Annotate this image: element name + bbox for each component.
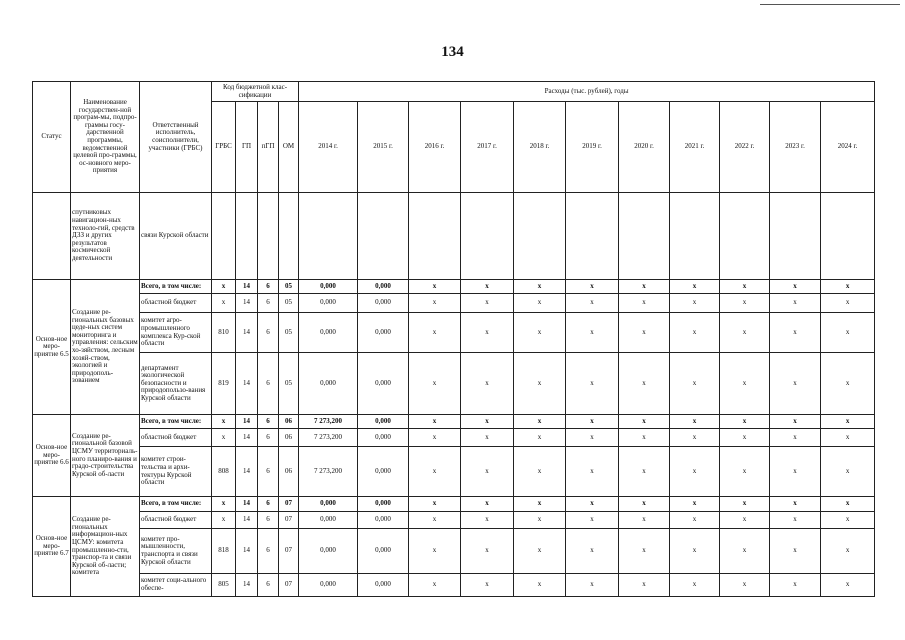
cell-pgp: 6 bbox=[258, 447, 279, 497]
cell-y2015: 0,000 bbox=[358, 280, 409, 294]
measure-name-cell: Создание ре-гиональных информацион-ных ЦСМУ: комитета промышленно-сти, транспор-та и связи Курской об-ласти; комитета bbox=[71, 497, 140, 597]
cell-year-10: x bbox=[821, 415, 875, 429]
cell-year-4: x bbox=[514, 280, 566, 294]
table-row bbox=[33, 497, 875, 512]
cell-pgp: 6 bbox=[258, 497, 279, 512]
cell-y2014: 0,000 bbox=[299, 497, 358, 512]
cell-year-4: x bbox=[514, 313, 566, 353]
executor-cell: областной бюджет bbox=[140, 429, 212, 447]
page-number: 134 bbox=[441, 44, 464, 60]
cell-year-9: x bbox=[770, 529, 821, 574]
cell-gp: 14 bbox=[236, 415, 258, 429]
cell-year-2: x bbox=[409, 294, 461, 313]
cell-year-6: x bbox=[619, 529, 670, 574]
measure-name-cell: Создание ре-гиональной базовой ЦСМУ территориаль-ного планиро-вания и градо-строительства Курской об-ласти bbox=[71, 415, 140, 497]
cell-year-9: x bbox=[770, 574, 821, 597]
cell-year-9: x bbox=[770, 429, 821, 447]
cell-year-8: x bbox=[720, 280, 770, 294]
cell-gp: 14 bbox=[236, 353, 258, 415]
table-row bbox=[33, 574, 875, 597]
executor-cell: Всего, в том числе: bbox=[140, 497, 212, 512]
table-row bbox=[33, 313, 875, 353]
table-row bbox=[33, 294, 875, 313]
cell-year-8: x bbox=[720, 294, 770, 313]
table-row bbox=[33, 415, 875, 429]
cell-year-4: x bbox=[514, 574, 566, 597]
header-code-2: пГП bbox=[258, 102, 279, 193]
cell-year-5: x bbox=[566, 497, 619, 512]
executor-cell: комитет строи-тельства и архи-тектуры Курской области bbox=[140, 447, 212, 497]
header-year-3: 2017 г. bbox=[461, 102, 514, 193]
cell-grbs: x bbox=[212, 497, 236, 512]
cell-y2015: 0,000 bbox=[358, 574, 409, 597]
header-status: Статус bbox=[33, 82, 71, 193]
table-body bbox=[33, 193, 875, 597]
cell-om: 07 bbox=[279, 512, 299, 529]
cell-year-10: x bbox=[821, 294, 875, 313]
cell-grbs: 805 bbox=[212, 574, 236, 597]
cell-year-2: x bbox=[409, 574, 461, 597]
cell-pgp: 6 bbox=[258, 294, 279, 313]
cell-om: 05 bbox=[279, 294, 299, 313]
cell-year-8: x bbox=[720, 574, 770, 597]
cell-year-9: x bbox=[770, 415, 821, 429]
cell-year-5: x bbox=[566, 512, 619, 529]
cell-pgp: 6 bbox=[258, 429, 279, 447]
cell-year-2: x bbox=[409, 512, 461, 529]
cell-grbs: 818 bbox=[212, 529, 236, 574]
cell-year-3: x bbox=[461, 313, 514, 353]
cell-pgp: 6 bbox=[258, 512, 279, 529]
cell-y2014: 0,000 bbox=[299, 294, 358, 313]
cell-year-2: x bbox=[409, 497, 461, 512]
cell-grbs: x bbox=[212, 294, 236, 313]
cell-om: 06 bbox=[279, 429, 299, 447]
header-year-4: 2018 г. bbox=[514, 102, 566, 193]
cell-gp: 14 bbox=[236, 512, 258, 529]
cell-year-6: x bbox=[619, 415, 670, 429]
header-year-9: 2023 г. bbox=[770, 102, 821, 193]
table-row bbox=[33, 512, 875, 529]
cell-y2015: 0,000 bbox=[358, 497, 409, 512]
cell-year-4: x bbox=[514, 447, 566, 497]
cell-year-7: x bbox=[670, 574, 720, 597]
cell-y2014: 0,000 bbox=[299, 512, 358, 529]
cell-year-3: x bbox=[461, 497, 514, 512]
cell-year-9: x bbox=[770, 512, 821, 529]
cell-year-2: x bbox=[409, 429, 461, 447]
cell-om: 06 bbox=[279, 415, 299, 429]
cell-year-4: x bbox=[514, 294, 566, 313]
cell-grbs: 810 bbox=[212, 313, 236, 353]
cell-pgp: 6 bbox=[258, 574, 279, 597]
header-year-2: 2016 г. bbox=[409, 102, 461, 193]
header-code-group: Код бюджетной клас-сификации bbox=[212, 82, 299, 102]
cell-year-10: x bbox=[821, 529, 875, 574]
cell-year-3: x bbox=[461, 574, 514, 597]
cell-year-6: x bbox=[619, 280, 670, 294]
cell-year-2: x bbox=[409, 280, 461, 294]
executor-cell: Всего, в том числе: bbox=[140, 415, 212, 429]
cell-y2014: 0,000 bbox=[299, 529, 358, 574]
executor-cell: областной бюджет bbox=[140, 294, 212, 313]
cell-year-3: x bbox=[461, 447, 514, 497]
cell-om: 05 bbox=[279, 313, 299, 353]
cell-year-9: x bbox=[770, 280, 821, 294]
cell-year-9: x bbox=[770, 353, 821, 415]
cell-y2015: 0,000 bbox=[358, 313, 409, 353]
cell-year-8: x bbox=[720, 353, 770, 415]
cell-year-5: x bbox=[566, 447, 619, 497]
cell-year-2: x bbox=[409, 415, 461, 429]
cell-pgp: 6 bbox=[258, 313, 279, 353]
cell-year-10: x bbox=[821, 447, 875, 497]
cell-year-8: x bbox=[720, 429, 770, 447]
status-cell: Основ-ное меро-приятие 6.7 bbox=[33, 497, 71, 597]
header-code-1: ГП bbox=[236, 102, 258, 193]
cell-year-5: x bbox=[566, 529, 619, 574]
cell-year-5: x bbox=[566, 415, 619, 429]
cell-year-5: x bbox=[566, 294, 619, 313]
continuation-executor: связи Курской области bbox=[140, 193, 212, 280]
cell-year-4: x bbox=[514, 497, 566, 512]
cell-year-8: x bbox=[720, 512, 770, 529]
cell-gp: 14 bbox=[236, 429, 258, 447]
cell-pgp: 6 bbox=[258, 353, 279, 415]
cell-year-3: x bbox=[461, 280, 514, 294]
cell-year-4: x bbox=[514, 429, 566, 447]
header-name: Наименование государствен-ной програм-мы, подпро-граммы госу-дарственной программы, ведомственной целевой про-граммы, ос-новного меро-приятия bbox=[71, 82, 140, 193]
cell-gp: 14 bbox=[236, 280, 258, 294]
cell-year-8: x bbox=[720, 529, 770, 574]
cell-grbs: x bbox=[212, 512, 236, 529]
cell-om: 07 bbox=[279, 529, 299, 574]
cell-year-8: x bbox=[720, 313, 770, 353]
measure-name-cell: Создание ре-гиональных базовых цеде-ных систем мониторинга и управления: сельским хо-зяйством, лесным хозяй-ством, экологией и природополь-зованием bbox=[71, 280, 140, 415]
cell-year-3: x bbox=[461, 429, 514, 447]
cell-grbs: x bbox=[212, 415, 236, 429]
header-year-8: 2022 г. bbox=[720, 102, 770, 193]
cell-year-9: x bbox=[770, 497, 821, 512]
cell-year-4: x bbox=[514, 353, 566, 415]
cell-pgp: 6 bbox=[258, 529, 279, 574]
cell-gp: 14 bbox=[236, 497, 258, 512]
cell-year-3: x bbox=[461, 415, 514, 429]
executor-cell: Всего, в том числе: bbox=[140, 280, 212, 294]
header-year-1: 2015 г. bbox=[358, 102, 409, 193]
header-year-7: 2021 г. bbox=[670, 102, 720, 193]
cell-y2015: 0,000 bbox=[358, 529, 409, 574]
cell-year-4: x bbox=[514, 512, 566, 529]
header-code-3: ОМ bbox=[279, 102, 299, 193]
cell-grbs: 819 bbox=[212, 353, 236, 415]
cell-gp: 14 bbox=[236, 574, 258, 597]
cell-year-7: x bbox=[670, 512, 720, 529]
cell-year-7: x bbox=[670, 353, 720, 415]
cell-gp: 14 bbox=[236, 529, 258, 574]
cell-y2014: 7 273,200 bbox=[299, 415, 358, 429]
cell-year-7: x bbox=[670, 497, 720, 512]
header-year-10: 2024 г. bbox=[821, 102, 875, 193]
continuation-row bbox=[33, 193, 875, 280]
table-row bbox=[33, 529, 875, 574]
cell-grbs: 808 bbox=[212, 447, 236, 497]
cell-y2014: 7 273,200 bbox=[299, 447, 358, 497]
cell-year-7: x bbox=[670, 447, 720, 497]
cell-year-9: x bbox=[770, 447, 821, 497]
cell-om: 07 bbox=[279, 574, 299, 597]
top-rule bbox=[760, 4, 900, 5]
cell-year-3: x bbox=[461, 512, 514, 529]
cell-year-9: x bbox=[770, 294, 821, 313]
cell-y2015: 0,000 bbox=[358, 447, 409, 497]
cell-year-4: x bbox=[514, 529, 566, 574]
cell-year-7: x bbox=[670, 429, 720, 447]
cell-year-5: x bbox=[566, 574, 619, 597]
executor-cell: комитет про-мышленности, транспорта и связи Курской области bbox=[140, 529, 212, 574]
header-executor: Ответственный исполнитель, соисполнители, участники (ГРБС) bbox=[140, 82, 212, 193]
status-cell: Основ-ное меро-приятие 6.5 bbox=[33, 280, 71, 415]
cell-om: 06 bbox=[279, 447, 299, 497]
header-year-6: 2020 г. bbox=[619, 102, 670, 193]
cell-year-8: x bbox=[720, 415, 770, 429]
cell-y2014: 0,000 bbox=[299, 313, 358, 353]
cell-year-6: x bbox=[619, 353, 670, 415]
cell-y2014: 0,000 bbox=[299, 574, 358, 597]
cell-year-8: x bbox=[720, 447, 770, 497]
cell-year-10: x bbox=[821, 574, 875, 597]
cell-y2015: 0,000 bbox=[358, 429, 409, 447]
cell-grbs: x bbox=[212, 280, 236, 294]
cell-y2015: 0,000 bbox=[358, 512, 409, 529]
continuation-status-cell bbox=[33, 193, 71, 280]
table-header bbox=[33, 82, 875, 193]
cell-year-2: x bbox=[409, 529, 461, 574]
cell-grbs: x bbox=[212, 429, 236, 447]
cell-pgp: 6 bbox=[258, 415, 279, 429]
cell-y2015: 0,000 bbox=[358, 294, 409, 313]
cell-pgp: 6 bbox=[258, 280, 279, 294]
cell-year-6: x bbox=[619, 497, 670, 512]
cell-year-5: x bbox=[566, 353, 619, 415]
cell-year-7: x bbox=[670, 294, 720, 313]
cell-year-10: x bbox=[821, 353, 875, 415]
cell-year-7: x bbox=[670, 529, 720, 574]
cell-year-5: x bbox=[566, 280, 619, 294]
table-row bbox=[33, 429, 875, 447]
cell-y2014: 0,000 bbox=[299, 353, 358, 415]
cell-year-4: x bbox=[514, 415, 566, 429]
executor-cell: комитет соци-ального обеспе- bbox=[140, 574, 212, 597]
cell-year-10: x bbox=[821, 497, 875, 512]
status-cell: Основ-ное меро-приятие 6.6 bbox=[33, 415, 71, 497]
cell-year-10: x bbox=[821, 313, 875, 353]
cell-year-6: x bbox=[619, 512, 670, 529]
cell-year-7: x bbox=[670, 313, 720, 353]
budget-table bbox=[32, 81, 875, 597]
header-code-0: ГРБС bbox=[212, 102, 236, 193]
executor-cell: комитет агро-промышленного комплекса Кур-ской области bbox=[140, 313, 212, 353]
cell-year-10: x bbox=[821, 429, 875, 447]
cell-year-5: x bbox=[566, 313, 619, 353]
cell-om: 05 bbox=[279, 353, 299, 415]
cell-year-5: x bbox=[566, 429, 619, 447]
cell-year-9: x bbox=[770, 313, 821, 353]
executor-cell: областной бюджет bbox=[140, 512, 212, 529]
cell-year-10: x bbox=[821, 280, 875, 294]
header-year-5: 2019 г. bbox=[566, 102, 619, 193]
cell-year-10: x bbox=[821, 512, 875, 529]
cell-gp: 14 bbox=[236, 447, 258, 497]
cell-y2014: 7 273,200 bbox=[299, 429, 358, 447]
cell-y2015: 0,000 bbox=[358, 353, 409, 415]
table-row bbox=[33, 447, 875, 497]
continuation-name: спутниковых навигацион-ных техноло-гий, средств ДЗЗ и других результатов космической деятельности bbox=[71, 193, 140, 280]
cell-year-3: x bbox=[461, 529, 514, 574]
cell-gp: 14 bbox=[236, 313, 258, 353]
cell-year-2: x bbox=[409, 353, 461, 415]
cell-om: 07 bbox=[279, 497, 299, 512]
cell-year-6: x bbox=[619, 313, 670, 353]
table-row bbox=[33, 353, 875, 415]
cell-year-7: x bbox=[670, 280, 720, 294]
table-row bbox=[33, 280, 875, 294]
cell-year-2: x bbox=[409, 447, 461, 497]
cell-y2014: 0,000 bbox=[299, 280, 358, 294]
header-year-0: 2014 г. bbox=[299, 102, 358, 193]
cell-year-6: x bbox=[619, 447, 670, 497]
cell-y2015: 0,000 bbox=[358, 415, 409, 429]
header-expenses-group: Расходы (тыс. рублей), годы bbox=[299, 82, 875, 102]
cell-year-7: x bbox=[670, 415, 720, 429]
cell-year-3: x bbox=[461, 353, 514, 415]
cell-year-6: x bbox=[619, 294, 670, 313]
cell-year-3: x bbox=[461, 294, 514, 313]
cell-year-8: x bbox=[720, 497, 770, 512]
cell-gp: 14 bbox=[236, 294, 258, 313]
cell-year-2: x bbox=[409, 313, 461, 353]
cell-year-6: x bbox=[619, 574, 670, 597]
executor-cell: департамент экологической безопасности и природопользо-вания Курской области bbox=[140, 353, 212, 415]
cell-year-6: x bbox=[619, 429, 670, 447]
cell-om: 05 bbox=[279, 280, 299, 294]
